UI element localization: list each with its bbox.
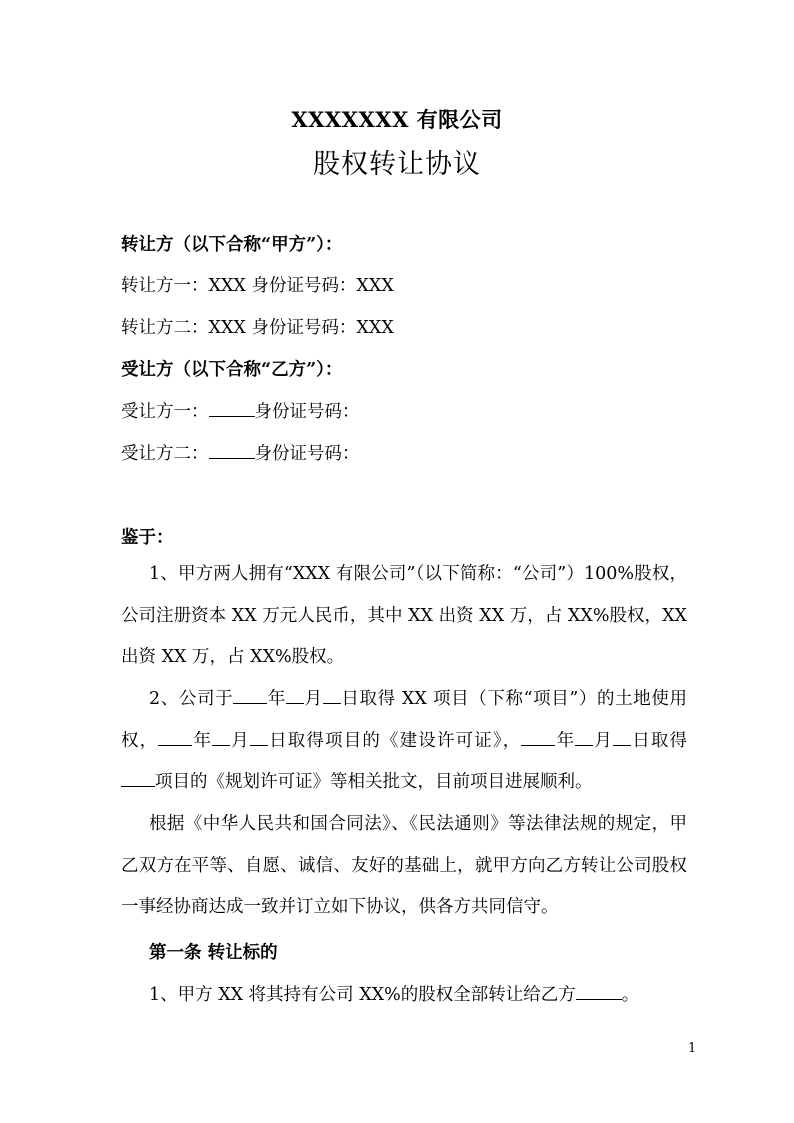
page-number: 1 [688, 1041, 697, 1056]
transferee-2-id: 身份证号码： [254, 444, 360, 464]
recital-2-text: 年 [267, 689, 286, 709]
year-blank [158, 727, 192, 746]
transferor-1: 转让方一：XXX 身份证号码：XXX [121, 276, 394, 296]
transferee-2-label: 受让方二： [121, 444, 209, 464]
recital-2-text: 日取得 XX 项目（下称“项目”）的土地使用权， [121, 689, 688, 751]
transferee-1 [121, 398, 360, 423]
day-blank [250, 727, 268, 746]
legal-basis-paragraph: 根据《中华人民共和国合同法》、《民法通则》等法律法规的规定，甲乙双方在平等、自愿、诚信、友好的基础上，就甲方向乙方转让公司股权一事经协商达成一致并订立如下协议，供各方共同信守。 [121, 814, 687, 917]
name-blank [209, 441, 255, 460]
transferee-1-label: 受让方一： [121, 402, 209, 422]
recital-2-text: 月 [230, 730, 250, 751]
day-blank [613, 727, 631, 746]
recital-2-text: 年 [555, 730, 576, 751]
year-blank [521, 727, 555, 746]
company-name: XXXXXXX 有限公司 [291, 107, 503, 132]
recital-item-2 [121, 679, 687, 804]
year-blank [233, 686, 267, 705]
recital-2-text: 月 [303, 689, 323, 709]
recital-2-text: 项目的《规划许可证》等相关批文，目前项目进展顺利。 [155, 772, 593, 792]
month-blank [212, 727, 230, 746]
transferee-blank [576, 982, 622, 1001]
recital-2-text: 月 [593, 730, 614, 751]
recital-2-text: 日取得 [631, 730, 688, 751]
transferor-2: 转让方二：XXX 身份证号码：XXX [121, 318, 394, 338]
transferee-heading: 受让方（以下合称“乙方”）： [121, 360, 343, 380]
name-blank [209, 399, 255, 418]
month-blank [286, 686, 304, 705]
day-blank [323, 686, 341, 705]
clause-text: 。 [621, 985, 640, 1005]
project-blank [121, 769, 155, 788]
article-1-heading: 第一条 转让标的 [149, 943, 278, 963]
recital-2-text: 日取得项目的《建设许可证》， [267, 730, 522, 751]
recital-2-text: 年 [192, 730, 213, 751]
transferor-heading: 转让方（以下合称“甲方”）： [121, 235, 343, 255]
document-title: 股权转让协议 [313, 149, 481, 180]
clause-text: 1、甲方 XX 将其持有公司 XX%的股权全部转让给乙方 [149, 985, 576, 1005]
article-1-clause-1 [149, 981, 639, 1006]
month-blank [575, 727, 593, 746]
transferee-2 [121, 440, 360, 465]
recital-item-1: 1、甲方两人拥有“XXX 有限公司”（以下简称：“公司”）100%股权，公司注册资本 XX 万元人民币，其中 XX 出资 XX 万，占 XX%股权，XX 出资 XX 万，占 XX%股权。 [121, 564, 687, 667]
transferee-1-id: 身份证号码： [254, 402, 360, 422]
recitals-heading: 鉴于： [121, 528, 174, 548]
recital-2-text: 2、公司于 [149, 689, 234, 709]
